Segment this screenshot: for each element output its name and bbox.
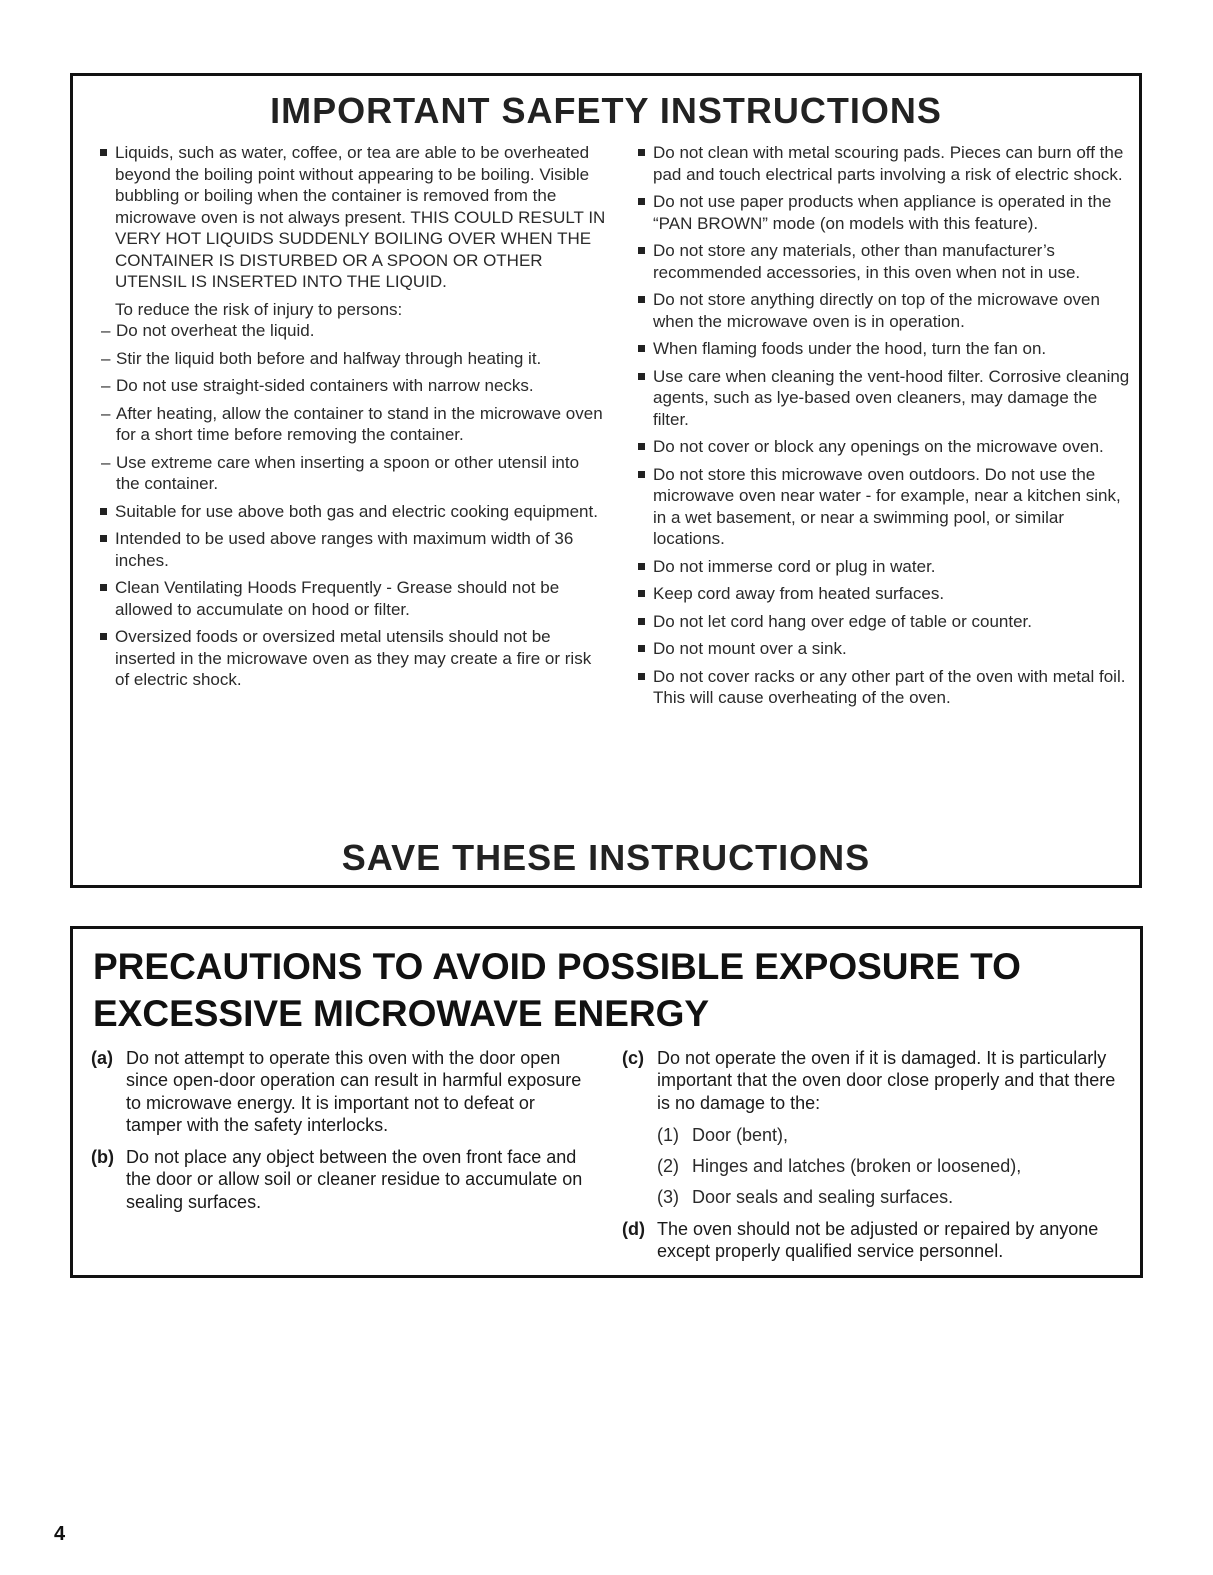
sub-item — [86, 320, 606, 342]
item-text: Do not store anything directly on top of the microwave oven when the microwave oven is in operation. — [653, 290, 1100, 331]
sub-item — [86, 403, 606, 446]
list-item — [86, 626, 606, 691]
item-label: (c) — [622, 1048, 644, 1068]
safety-title: IMPORTANT SAFETY INSTRUCTIONS — [270, 90, 942, 131]
item-text: The oven should not be adjusted or repaired by anyone except properly qualified service personnel. — [657, 1218, 1099, 1262]
bullet-icon — [638, 443, 645, 450]
bullet-icon — [638, 373, 645, 380]
list-item — [624, 142, 1134, 185]
precaution-d — [622, 1218, 1132, 1263]
sub-item-text: Use extreme care when inserting a spoon or other utensil into the container. — [116, 452, 580, 493]
bullet-icon — [638, 149, 645, 156]
sub-item — [86, 375, 606, 397]
precautions-right-column — [622, 1047, 1132, 1272]
sub-item — [86, 348, 606, 370]
item-text: Do not place any object between the oven front face and the door or allow soil or cleaner residue to accumulate on sealing surfaces. — [126, 1147, 583, 1212]
precaution-b — [91, 1146, 591, 1213]
item-text: Do not mount over a sink. — [653, 639, 847, 658]
list-item — [86, 142, 606, 293]
bullet-icon — [638, 198, 645, 205]
dash-icon: – — [101, 452, 111, 472]
item-text: Liquids, such as water, coffee, or tea are able to be overheated beyond the boiling point without appearing to be boiling. Visible bubbling or boiling when the container is removed from the microwave oven is not always present. THIS COULD RESULT IN VERY HOT LIQUIDS SUDDENLY BOILING OVER WHEN THE CONTAINER IS DISTURBED OR A SPOON OR OTHER UTENSIL IS INSERTED INTO THE LIQUID. — [115, 143, 606, 291]
dash-icon: – — [101, 403, 111, 423]
bullet-icon — [100, 149, 107, 156]
bullet-icon — [638, 471, 645, 478]
sub-item-text: Do not overheat the liquid. — [116, 321, 315, 340]
list-item — [86, 528, 606, 571]
sub-intro: To reduce the risk of injury to persons: — [115, 299, 403, 319]
safety-right-column — [624, 142, 1134, 715]
item-text: Do not attempt to operate this oven with the door open since open-door operation can result in harmful exposure to microwave energy. It is important not to defeat or tamper with the safety interlocks. — [126, 1048, 582, 1135]
item-text: Oversized foods or oversized metal utensils should not be inserted in the microwave oven as they may create a fire or risk of electric shock. — [115, 627, 592, 689]
list-item — [624, 666, 1134, 709]
bullet-icon — [638, 673, 645, 680]
sub-item-text: Do not use straight-sided containers with narrow necks. — [116, 376, 534, 395]
list-item — [624, 240, 1134, 283]
sub-item — [86, 452, 606, 495]
item-text: When flaming foods under the hood, turn the fan on. — [653, 339, 1047, 358]
item-text: Suitable for use above both gas and electric cooking equipment. — [115, 501, 598, 521]
item-text: Do not operate the oven if it is damaged. It is particularly important that the oven door close properly and that there is no damage to the: — [657, 1048, 1116, 1113]
item-label: (b) — [91, 1147, 114, 1168]
list-item — [624, 638, 1134, 660]
bullet-icon — [638, 590, 645, 597]
item-text: Do not let cord hang over edge of table or counter. — [653, 611, 1032, 631]
list-number: (1) — [657, 1124, 679, 1145]
precautions-left-column — [91, 1047, 591, 1223]
item-label: (d) — [622, 1218, 645, 1239]
precaution-c — [622, 1047, 1132, 1114]
item-text: Do not store this microwave oven outdoors. Do not use the microwave oven near water - for example, near a kitchen sink, in a wet basement, or near a swimming pool, or similar locations. — [653, 464, 1121, 548]
page-number: 4 — [54, 1523, 66, 1545]
bullet-icon — [638, 247, 645, 254]
dash-icon: – — [101, 321, 111, 340]
list-item — [86, 501, 606, 523]
list-item — [624, 611, 1134, 633]
item-text: Do not immerse cord or plug in water. — [653, 556, 936, 576]
bullet-icon — [638, 345, 645, 352]
bullet-icon — [638, 563, 645, 570]
list-item — [624, 464, 1134, 550]
precaution-a — [91, 1047, 591, 1136]
bullet-icon — [638, 618, 645, 625]
damage-list — [622, 1124, 1132, 1209]
list-item — [624, 191, 1134, 234]
list-item — [86, 577, 606, 620]
list-item — [622, 1186, 1132, 1208]
item-text: Keep cord away from heated surfaces. — [653, 584, 945, 603]
item-text: Do not store any materials, other than manufacturer’s recommended accessories, in this oven when not in use. — [653, 241, 1081, 282]
bullet-icon — [638, 645, 645, 652]
list-item — [622, 1124, 1132, 1146]
precautions-title: PRECAUTIONS TO AVOID POSSIBLE EXPOSURE TO EXCESSIVE MICROWAVE ENERGY — [93, 946, 1021, 1034]
list-item — [624, 366, 1134, 431]
item-text: Do not clean with metal scouring pads. Pieces can burn off the pad and touch electrical parts involving a risk of electric shock. — [653, 143, 1124, 184]
save-instructions-title: SAVE THESE INSTRUCTIONS — [341, 837, 871, 878]
bullet-icon — [100, 584, 107, 591]
list-text: Hinges and latches (broken or loosened), — [692, 1156, 1022, 1177]
item-text: Do not cover or block any openings on the microwave oven. — [653, 437, 1104, 456]
bullet-icon — [100, 535, 107, 542]
list-item — [624, 583, 1134, 605]
sub-item-text: Stir the liquid both before and halfway through heating it. — [116, 348, 542, 368]
list-item — [624, 289, 1134, 332]
list-item — [624, 338, 1134, 360]
item-text: Intended to be used above ranges with maximum width of 36 inches. — [115, 529, 574, 570]
item-label: (a) — [91, 1048, 113, 1068]
list-text: Door seals and sealing surfaces. — [692, 1187, 954, 1208]
safety-instructions-box — [70, 73, 1142, 888]
item-text: Do not cover racks or any other part of the oven with metal foil. This will cause overheating of the oven. — [653, 666, 1126, 707]
item-text: Do not use paper products when appliance is operated in the “PAN BROWN” mode (on models with this feature). — [653, 192, 1112, 233]
bullet-icon — [100, 508, 107, 515]
dash-icon: – — [101, 376, 111, 395]
dash-icon: – — [101, 348, 111, 368]
bullet-icon — [100, 633, 107, 640]
list-item — [624, 436, 1134, 458]
safety-left-column — [86, 142, 606, 697]
list-item — [624, 556, 1134, 578]
list-text: Door (bent), — [692, 1124, 789, 1145]
list-number: (2) — [657, 1156, 679, 1177]
sub-item-text: After heating, allow the container to stand in the microwave oven for a short time before removing the container. — [116, 403, 603, 444]
precautions-box — [70, 926, 1143, 1278]
list-item — [622, 1155, 1132, 1177]
list-number: (3) — [657, 1187, 679, 1208]
item-text: Use care when cleaning the vent-hood filter. Corrosive cleaning agents, such as lye-based oven cleaners, may damage the filter. — [653, 366, 1130, 429]
bullet-icon — [638, 296, 645, 303]
item-text: Clean Ventilating Hoods Frequently - Grease should not be allowed to accumulate on hood or filter. — [115, 578, 560, 619]
